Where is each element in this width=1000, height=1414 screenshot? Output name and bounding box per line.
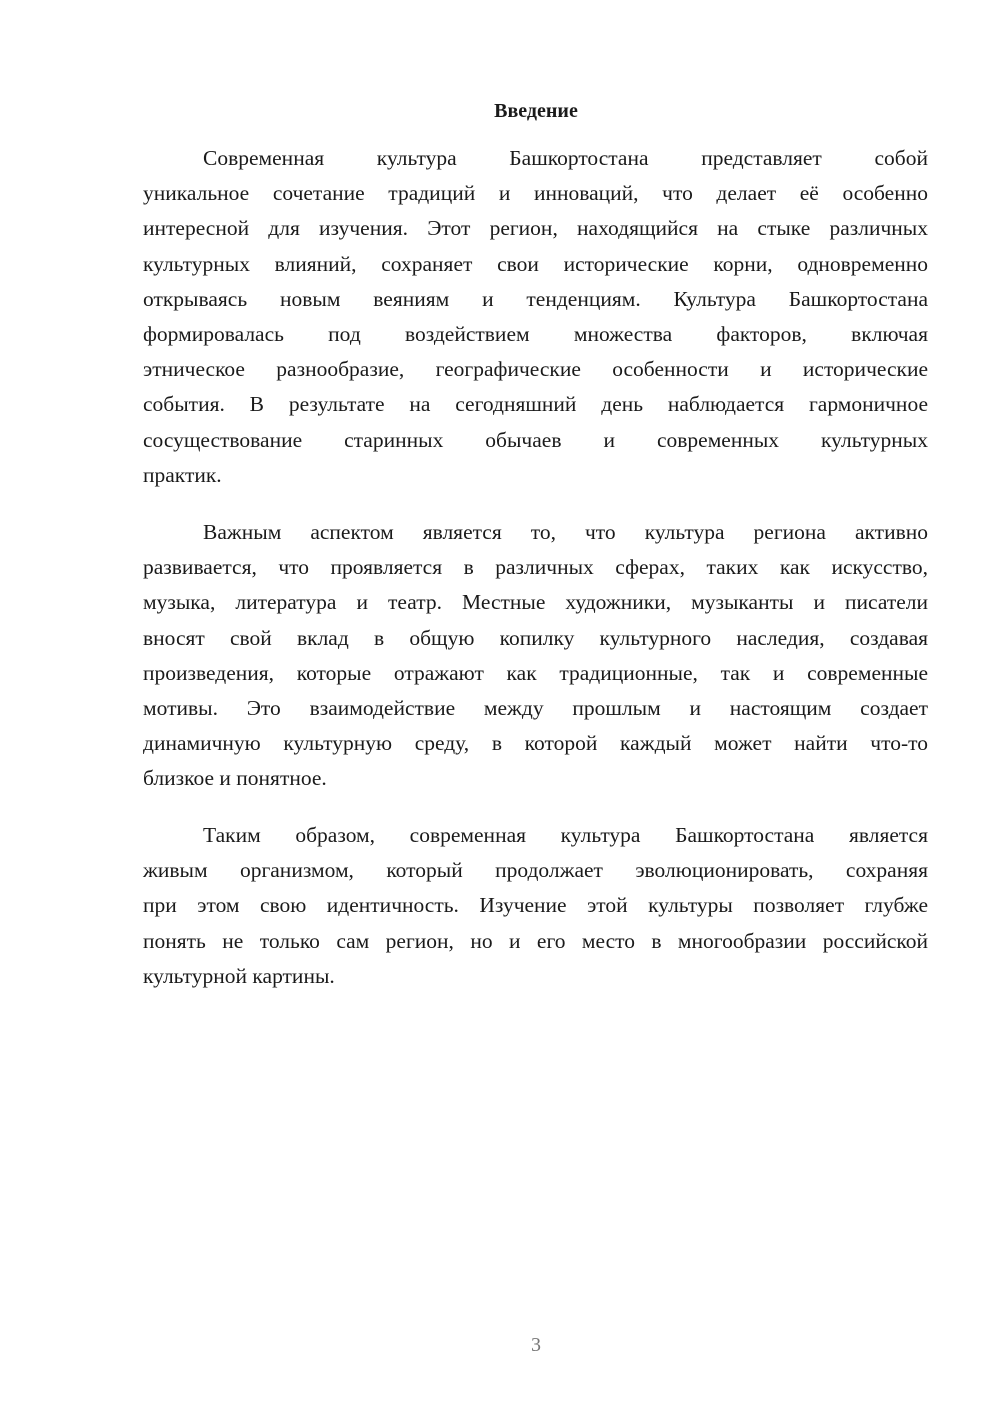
page-number: 3	[531, 1334, 541, 1356]
paragraph-line: произведения, которые отражают как традиционные, так и современные	[143, 660, 928, 685]
section-heading: Введение	[494, 100, 578, 122]
paragraph-line: понять не только сам регион, но и его место в многообразии российской	[143, 928, 928, 953]
paragraph-line: Современная культура Башкортостана представляет собой	[203, 146, 928, 170]
paragraph-line: развивается, что проявляется в различных сферах, таких как искусство,	[143, 555, 928, 580]
paragraph-line: интересной для изучения. Этот регион, находящийся на стыке различных	[143, 216, 928, 241]
paragraph-line: сосуществование старинных обычаев и современных культурных	[143, 427, 928, 452]
paragraph-line: динамичную культурную среду, в которой каждый может найти что-то	[143, 731, 928, 756]
paragraph-line: живым организмом, который продолжает эволюционировать, сохраняя	[143, 858, 928, 883]
paragraph-line: уникальное сочетание традиций и инноваций, что делает её особенно	[143, 181, 928, 206]
paragraph-line: при этом свою идентичность. Изучение этой культуры позволяет глубже	[143, 893, 928, 918]
paragraph-line: культурных влияний, сохраняет свои исторические корни, одновременно	[143, 251, 928, 276]
paragraph-line: культурной картины.	[143, 963, 335, 988]
paragraph-line: Таким образом, современная культура Башкортостана является	[203, 823, 928, 847]
paragraph-line: открываясь новым веяниям и тенденциям. Культура Башкортостана	[143, 286, 928, 311]
paragraph-3	[143, 818, 928, 994]
paragraph-line: этническое разнообразие, географические особенности и исторические	[143, 357, 928, 382]
paragraph-line: Важным аспектом является то, что культура региона активно	[203, 520, 928, 544]
paragraph-line: формировалась под воздействием множества факторов, включая	[143, 321, 928, 346]
paragraph-line: мотивы. Это взаимодействие между прошлым и настоящим создает	[143, 695, 928, 720]
paragraph-2	[143, 515, 928, 797]
paragraph-line: события. В результате на сегодняшний день наблюдается гармоничное	[143, 392, 928, 417]
paragraph-line: практик.	[143, 462, 222, 487]
paragraph-line: близкое и понятное.	[143, 766, 327, 791]
paragraph-line: музыка, литература и театр. Местные художники, музыканты и писатели	[143, 590, 928, 615]
paragraph-1	[143, 141, 928, 493]
paragraph-line: вносят свой вклад в общую копилку культурного наследия, создавая	[143, 625, 928, 650]
